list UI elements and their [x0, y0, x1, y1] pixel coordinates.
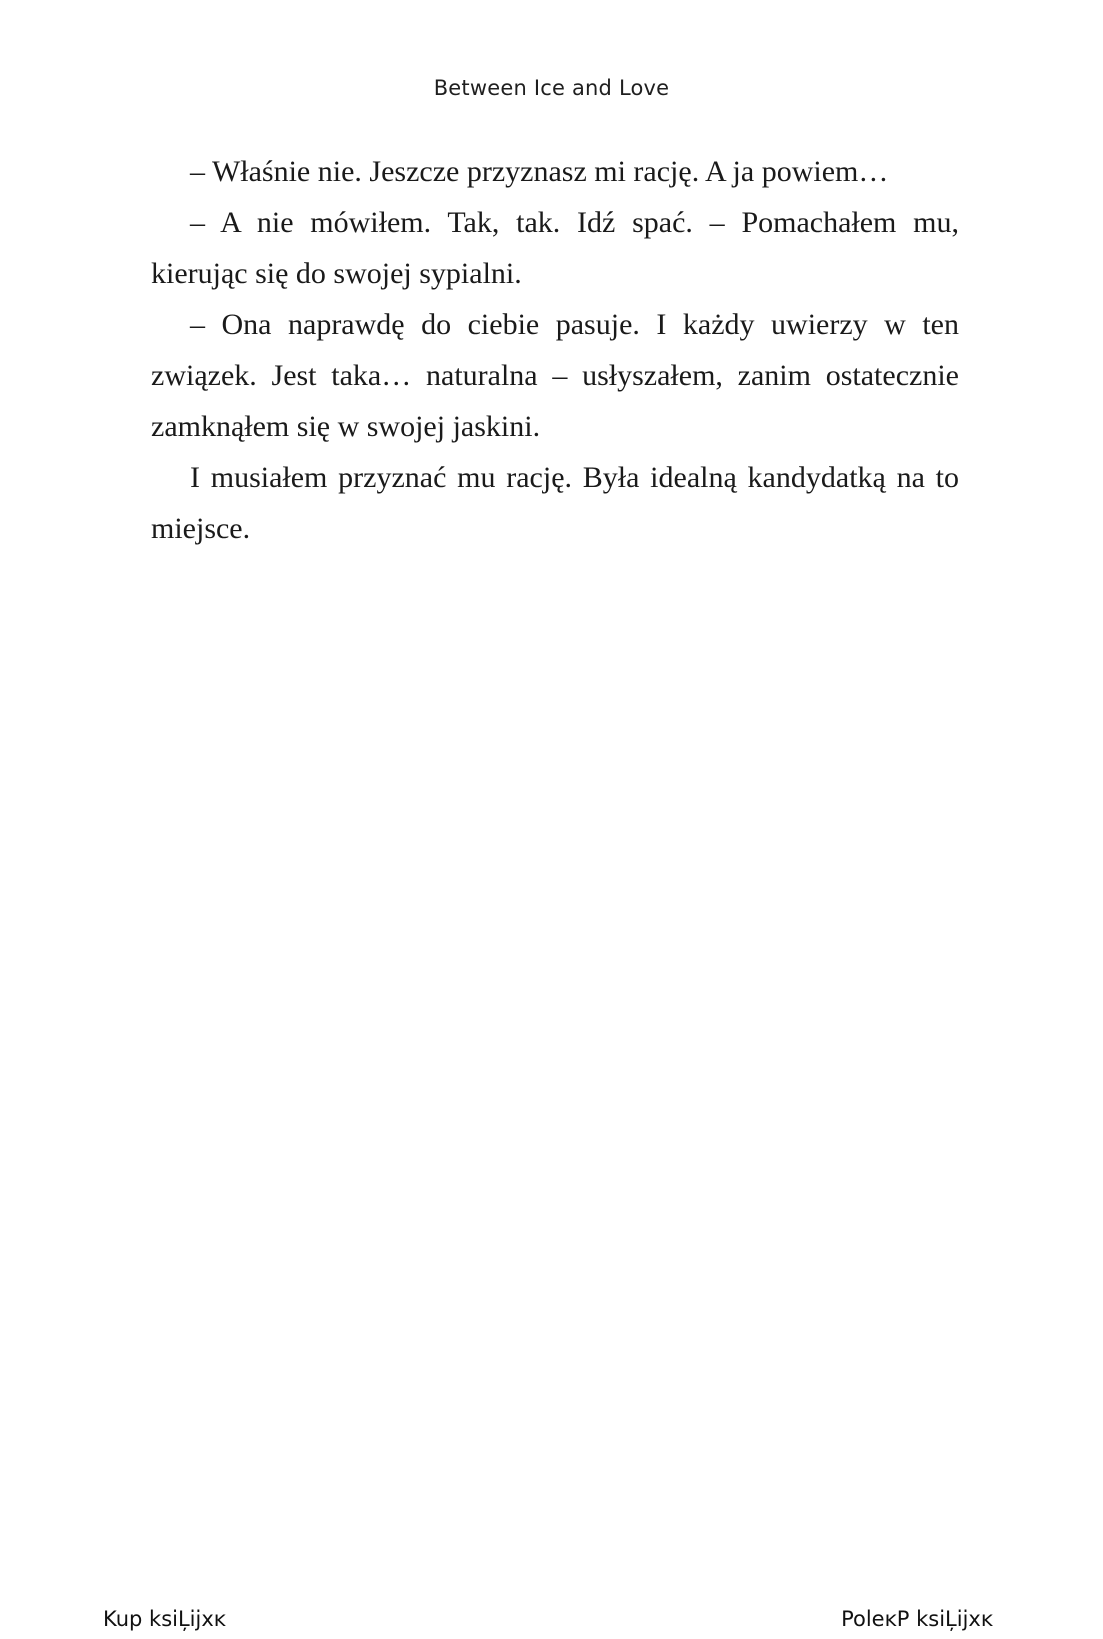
paragraph-1: – Właśnie nie. Jeszcze przyznasz mi rację. A ja powiem…	[190, 155, 889, 188]
paragraph-2: – A nie mówiłem. Tak, tak. Idź spać. – Pomachałem mu, kierując się do swojej sypialni.	[151, 206, 959, 290]
buy-book-link[interactable]: Kup ksiĻĳxĸ	[103, 1607, 226, 1631]
book-text	[151, 146, 959, 554]
running-header-title: Between Ice and Love	[433, 76, 670, 100]
recommend-book-link[interactable]: PoleĸP ksiĻĳxĸ	[841, 1607, 993, 1631]
paragraph-3: – Ona naprawdę do ciebie pasuje. I każdy uwierzy w ten związek. Jest taka… naturalna – usłyszałem, zanim ostatecznie zamknąłem się w swojej jaskini.	[151, 308, 959, 443]
paragraph-4: I musiałem przyznać mu rację. Była idealną kandydatką na to miejsce.	[151, 461, 959, 545]
